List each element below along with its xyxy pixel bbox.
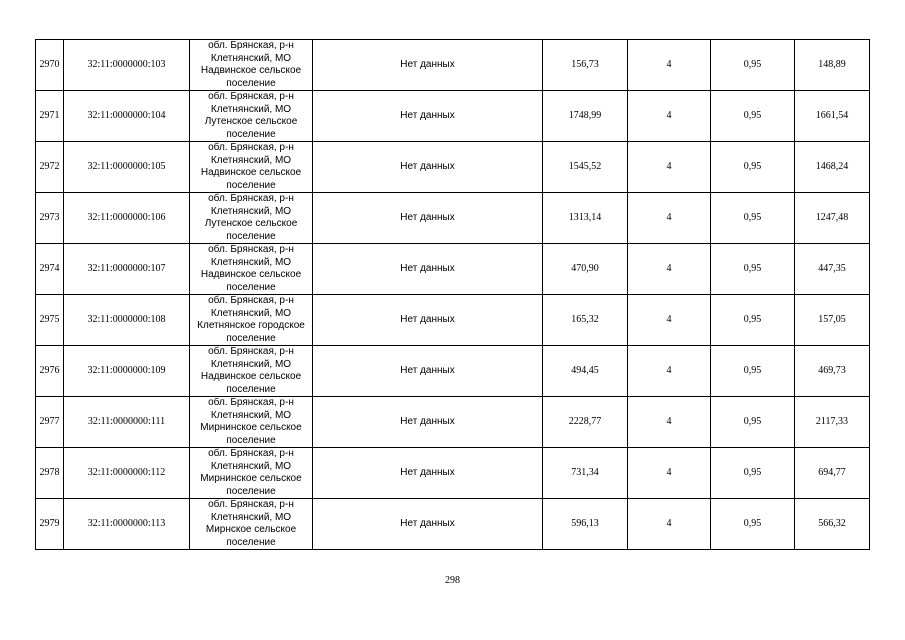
address-line: поселение	[226, 179, 276, 191]
address-line: Клетнянский, МО	[210, 256, 292, 268]
address-cell	[190, 142, 313, 193]
table-row	[36, 91, 870, 142]
coefficient-cell: 0,95	[711, 193, 795, 244]
cadastral-number-cell: 32:11:0000000:106	[64, 193, 190, 244]
coefficient-cell: 0,95	[711, 91, 795, 142]
address-line: поселение	[226, 281, 276, 293]
value-cell: 1247,48	[795, 193, 870, 244]
cadastral-number-cell: 32:11:0000000:111	[64, 397, 190, 448]
status-cell: Нет данных	[313, 397, 543, 448]
address-line: обл. Брянская, р-н	[208, 244, 294, 255]
status-cell: Нет данных	[313, 91, 543, 142]
area-cell: 156,73	[543, 40, 628, 91]
value-cell: 1468,24	[795, 142, 870, 193]
cadastral-number-cell: 32:11:0000000:113	[64, 499, 190, 550]
address-line: поселение	[226, 128, 276, 140]
row-number-cell: 2978	[36, 448, 64, 499]
group-cell: 4	[628, 91, 711, 142]
row-number-cell: 2971	[36, 91, 64, 142]
address-line: Клетнянский, МО	[210, 511, 292, 523]
area-cell: 494,45	[543, 346, 628, 397]
coefficient-cell: 0,95	[711, 346, 795, 397]
coefficient-cell: 0,95	[711, 397, 795, 448]
cadastral-table	[35, 39, 870, 550]
address-cell	[190, 448, 313, 499]
status-cell: Нет данных	[313, 448, 543, 499]
table-row	[36, 40, 870, 91]
value-cell: 447,35	[795, 244, 870, 295]
table-row	[36, 244, 870, 295]
address-line: обл. Брянская, р-н	[208, 40, 294, 51]
row-number-cell: 2970	[36, 40, 64, 91]
address-line: Лутенское сельское	[204, 116, 298, 127]
address-cell	[190, 346, 313, 397]
cadastral-number-cell: 32:11:0000000:105	[64, 142, 190, 193]
value-cell: 566,32	[795, 499, 870, 550]
address-line: обл. Брянская, р-н	[208, 295, 294, 306]
address-line: обл. Брянская, р-н	[208, 346, 294, 357]
address-line: Мирнинское сельское	[200, 422, 302, 433]
coefficient-cell: 0,95	[711, 448, 795, 499]
address-line: Мирнское сельское	[205, 524, 297, 535]
status-cell: Нет данных	[313, 40, 543, 91]
address-line: Надвинское сельское	[200, 269, 302, 280]
table-row	[36, 499, 870, 550]
group-cell: 4	[628, 193, 711, 244]
address-line: обл. Брянская, р-н	[208, 448, 294, 459]
cadastral-number-cell: 32:11:0000000:104	[64, 91, 190, 142]
value-cell: 469,73	[795, 346, 870, 397]
address-line: Клетнянский, МО	[210, 307, 292, 319]
cadastral-number-cell: 32:11:0000000:109	[64, 346, 190, 397]
address-line: Лутенское сельское	[204, 218, 298, 229]
address-cell	[190, 91, 313, 142]
group-cell: 4	[628, 346, 711, 397]
group-cell: 4	[628, 40, 711, 91]
value-cell: 2117,33	[795, 397, 870, 448]
address-cell	[190, 499, 313, 550]
table-row	[36, 346, 870, 397]
group-cell: 4	[628, 448, 711, 499]
value-cell: 148,89	[795, 40, 870, 91]
value-cell: 694,77	[795, 448, 870, 499]
cadastral-number-cell: 32:11:0000000:108	[64, 295, 190, 346]
address-line: поселение	[226, 434, 276, 446]
table-row	[36, 295, 870, 346]
row-number-cell: 2973	[36, 193, 64, 244]
cadastral-number-cell: 32:11:0000000:107	[64, 244, 190, 295]
address-line: Клетнянский, МО	[210, 52, 292, 64]
area-cell: 1545,52	[543, 142, 628, 193]
address-line: Надвинское сельское	[200, 371, 302, 382]
address-cell	[190, 40, 313, 91]
area-cell: 165,32	[543, 295, 628, 346]
coefficient-cell: 0,95	[711, 142, 795, 193]
address-line: обл. Брянская, р-н	[208, 193, 294, 204]
address-cell	[190, 397, 313, 448]
area-cell: 731,34	[543, 448, 628, 499]
coefficient-cell: 0,95	[711, 40, 795, 91]
coefficient-cell: 0,95	[711, 499, 795, 550]
address-line: поселение	[226, 230, 276, 242]
row-number-cell: 2974	[36, 244, 64, 295]
group-cell: 4	[628, 499, 711, 550]
address-line: Надвинское сельское	[200, 65, 302, 76]
group-cell: 4	[628, 295, 711, 346]
row-number-cell: 2979	[36, 499, 64, 550]
address-line: Клетнянское городское	[197, 320, 305, 331]
table-row	[36, 142, 870, 193]
address-line: поселение	[226, 332, 276, 344]
table-row	[36, 193, 870, 244]
address-line: Надвинское сельское	[200, 167, 302, 178]
coefficient-cell: 0,95	[711, 244, 795, 295]
address-line: поселение	[226, 485, 276, 497]
address-line: поселение	[226, 77, 276, 89]
address-line: Клетнянский, МО	[210, 103, 292, 115]
row-number-cell: 2976	[36, 346, 64, 397]
row-number-cell: 2975	[36, 295, 64, 346]
status-cell: Нет данных	[313, 193, 543, 244]
address-line: обл. Брянская, р-н	[208, 397, 294, 408]
group-cell: 4	[628, 397, 711, 448]
group-cell: 4	[628, 142, 711, 193]
group-cell: 4	[628, 244, 711, 295]
address-line: обл. Брянская, р-н	[208, 91, 294, 102]
table-body	[36, 40, 870, 550]
address-cell	[190, 295, 313, 346]
address-cell	[190, 244, 313, 295]
page-number: 298	[445, 575, 460, 586]
area-cell: 1313,14	[543, 193, 628, 244]
address-line: поселение	[226, 536, 276, 548]
area-cell: 2228,77	[543, 397, 628, 448]
status-cell: Нет данных	[313, 244, 543, 295]
status-cell: Нет данных	[313, 346, 543, 397]
address-line: Клетнянский, МО	[210, 154, 292, 166]
table-row	[36, 448, 870, 499]
value-cell: 157,05	[795, 295, 870, 346]
status-cell: Нет данных	[313, 499, 543, 550]
row-number-cell: 2977	[36, 397, 64, 448]
cadastral-number-cell: 32:11:0000000:112	[64, 448, 190, 499]
area-cell: 596,13	[543, 499, 628, 550]
row-number-cell: 2972	[36, 142, 64, 193]
address-line: Мирнинское сельское	[200, 473, 302, 484]
cadastral-number-cell: 32:11:0000000:103	[64, 40, 190, 91]
status-cell: Нет данных	[313, 142, 543, 193]
coefficient-cell: 0,95	[711, 295, 795, 346]
value-cell: 1661,54	[795, 91, 870, 142]
area-cell: 470,90	[543, 244, 628, 295]
address-line: поселение	[226, 383, 276, 395]
address-line: обл. Брянская, р-н	[208, 499, 294, 510]
address-cell	[190, 193, 313, 244]
address-line: Клетнянский, МО	[210, 205, 292, 217]
address-line: Клетнянский, МО	[210, 460, 292, 472]
table-row	[36, 397, 870, 448]
address-line: обл. Брянская, р-н	[208, 142, 294, 153]
status-cell: Нет данных	[313, 295, 543, 346]
address-line: Клетнянский, МО	[210, 409, 292, 421]
area-cell: 1748,99	[543, 91, 628, 142]
address-line: Клетнянский, МО	[210, 358, 292, 370]
